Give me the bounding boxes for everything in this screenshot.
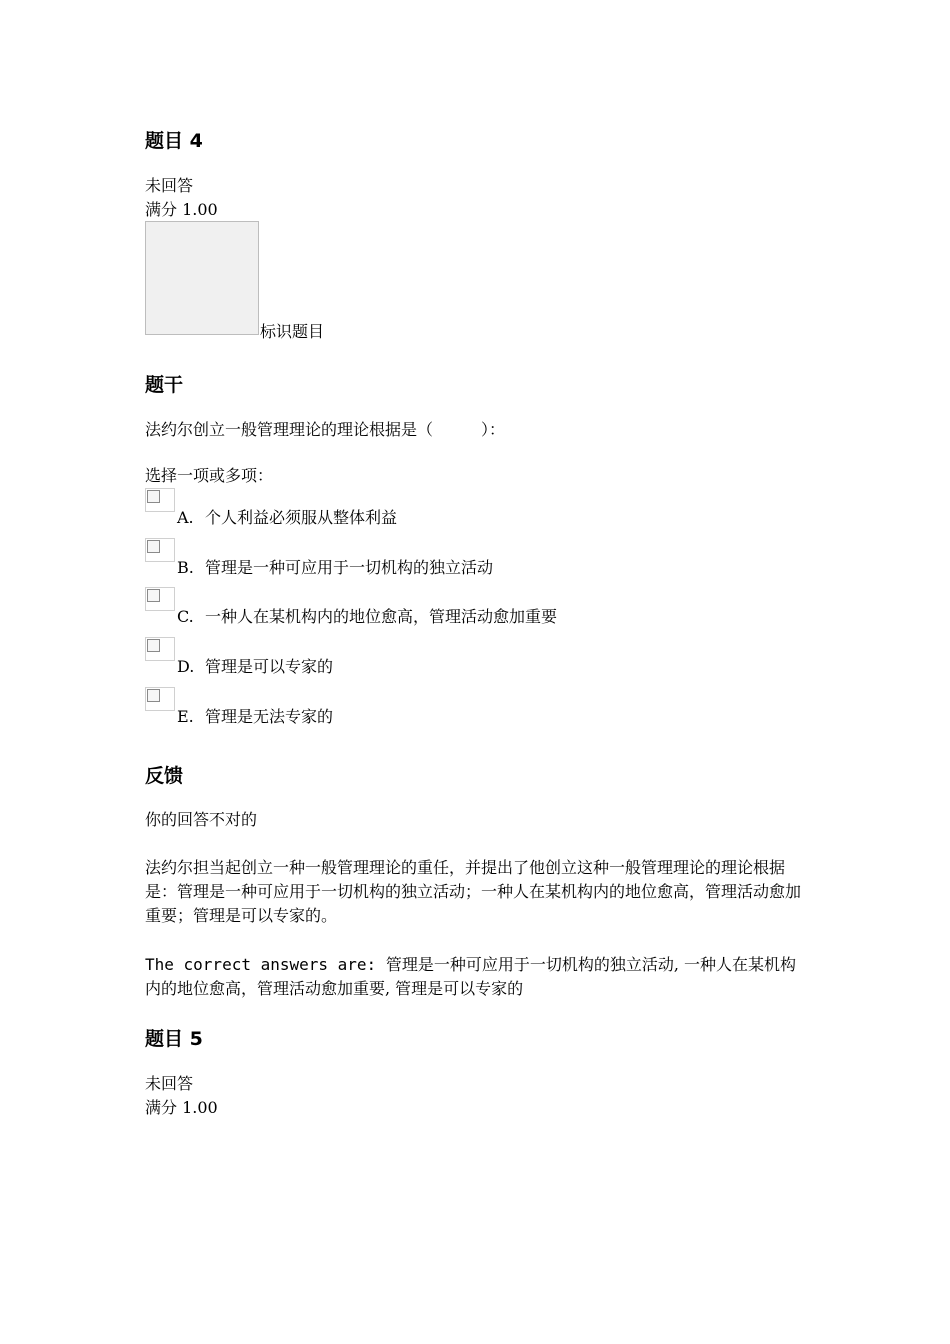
correct-answers (145, 953, 805, 1001)
option-e-checkbox[interactable] (145, 687, 175, 711)
flag-question-icon[interactable] (145, 221, 259, 335)
option-c-letter: C. (177, 607, 194, 626)
question-5-title: 题目 5 (145, 1028, 203, 1050)
option-d[interactable] (145, 637, 805, 677)
checkbox-icon (147, 689, 160, 702)
correct-answers-text: 管理是一种可应用于一切机构的独立活动, 一种人在某机构内的地位愈高，管理活动愈加重要, 管理是可以专家的 (145, 955, 797, 998)
question-4-state: 未回答 (145, 176, 194, 195)
checkbox-icon (147, 589, 160, 602)
option-e-text: 管理是无法专家的 (205, 707, 334, 726)
option-e[interactable] (145, 687, 805, 727)
feedback-heading: 反馈 (145, 765, 184, 787)
question-5-grade: 满分 1.00 (145, 1098, 218, 1117)
option-d-checkbox[interactable] (145, 637, 175, 661)
option-e-letter: E. (177, 707, 194, 726)
option-c[interactable] (145, 587, 805, 627)
answer-prompt: 选择一项或多项： (145, 466, 274, 485)
checkbox-icon (147, 639, 160, 652)
question-text: 法约尔创立一般管理理论的理论根据是（ ）： (145, 420, 506, 439)
question-4-title: 题目 4 (145, 130, 203, 152)
option-c-text: 一种人在某机构内的地位愈高，管理活动愈加重要 (205, 607, 558, 626)
option-d-letter: D. (177, 657, 195, 676)
option-b-text: 管理是一种可应用于一切机构的独立活动 (205, 558, 494, 577)
option-a[interactable] (145, 488, 805, 528)
feedback-explanation: 法约尔担当起创立一种一般管理理论的重任，并提出了他创立这种一般管理理论的理论根据是：管理是一种可应用于一切机构的独立活动；一种人在某机构内的地位愈高，管理活动愈加重要；管理是可以专家的。 (145, 858, 802, 925)
option-a-checkbox[interactable] (145, 488, 175, 512)
question-5-state: 未回答 (145, 1074, 194, 1093)
flag-question-link[interactable]: 标识题目 (260, 322, 325, 341)
option-a-text: 个人利益必须服从整体利益 (205, 508, 398, 527)
option-a-letter: A. (177, 508, 194, 527)
option-b-checkbox[interactable] (145, 538, 175, 562)
checkbox-icon (147, 490, 160, 503)
checkbox-icon (147, 540, 160, 553)
feedback-result: 你的回答不对的 (145, 810, 258, 829)
option-d-text: 管理是可以专家的 (205, 657, 334, 676)
option-c-checkbox[interactable] (145, 587, 175, 611)
question-4-grade: 满分 1.00 (145, 200, 218, 219)
correct-answers-prefix: The correct answers are: (145, 955, 386, 974)
option-b[interactable] (145, 538, 805, 578)
question-stem-heading: 题干 (145, 374, 184, 396)
option-b-letter: B. (177, 558, 194, 577)
